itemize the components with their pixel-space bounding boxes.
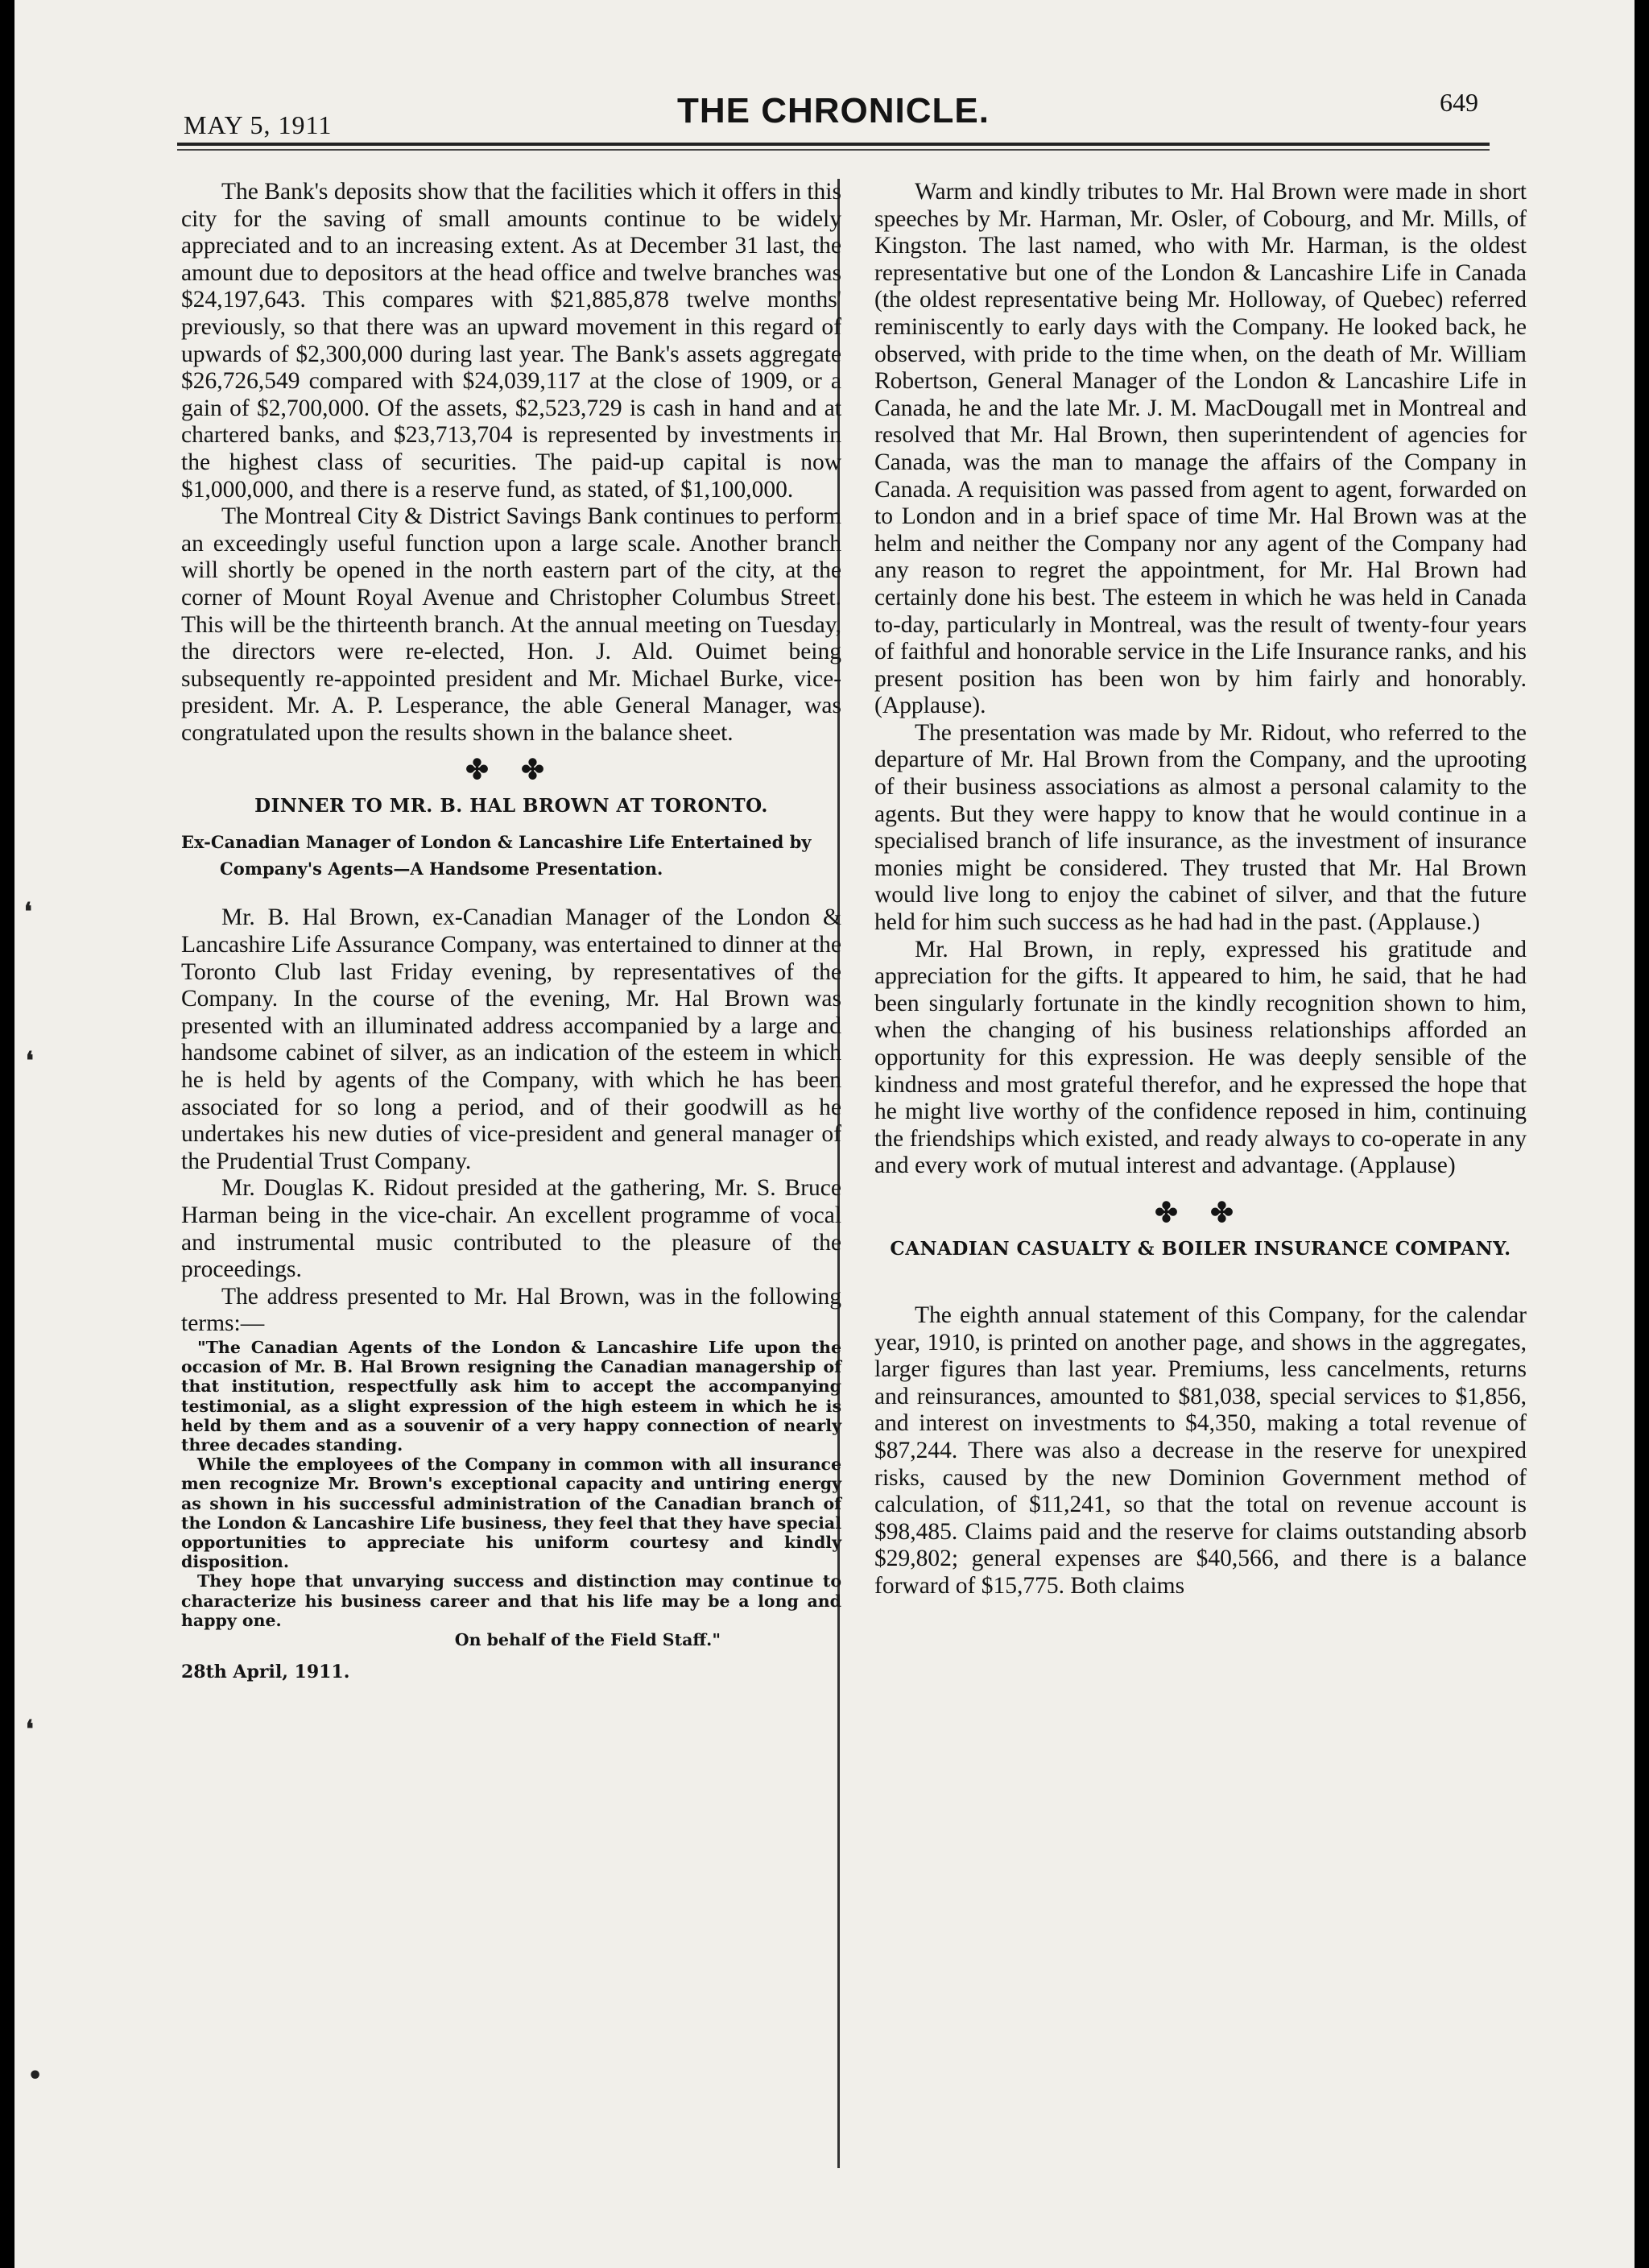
dinner-heading: DINNER TO MR. B. HAL BROWN AT TORONTO. [254,795,768,817]
page-number: 649 [1440,88,1478,117]
casualty-statement-paragraph: The eighth annual statement of this Company, for the calendar year, 1910, is printed on another page, and shows in the aggregates, larger figures than last year. Premiums, less cancelments, returns and reinsurances, amounted to $81,038, special services to $1,856, and interest on investments to $4,350, making a total revenue of $87,244. There was also a decrease in the reserve for unexpired risks, caused by the new Dominion Government method of calculation, of $11,241, so that the total on revenue account is $98,485. Claims paid and the reserve for claims outstanding absorb $29,802; general expenses are $40,566, and there is a balance forward of $15,775. Both claims [874,1302,1527,1599]
bank-deposits-paragraph: The Bank's deposits show that the facilities which it offers in this city for the saving of small amounts continue to be widely appreciated and to an increasing extent. As at December 31 last, the amount due to depositors at the head office and twelve branches was $24,197,643. This compares with $21,885,878 twelve months' previously, so that there was an upward movement in this regard of upwards of $2,300,000 during last year. The Bank's assets aggregate $26,726,549 compared with $24,039,117 at the close of 1909, or a gain of $2,700,000. Of the assets, $2,523,729 is cash in hand and at chartered banks, and $23,713,704 is represented by investments in the highest class of securities. The paid-up capital is now $1,000,000, and there is a reserve fund, as stated, of $1,100,000. [181,179,841,503]
presentation-paragraph: The presentation was made by Mr. Ridout, who referred to the departure of Mr. Hal Brown from the Company, and the uprooting of their business associations as almost a personal calamity to the agents. But they were happy to know that he would continue in a specialised branch of life insurance, as the investment of insurance monies might be considered. They trusted that Mr. Hal Brown would live long to enjoy the cabinet of silver, and that the future held for him such success as he had had in the past. (Applause.) [874,719,1527,936]
newspaper-page [14,0,1635,2268]
address-paragraph: "The Canadian Agents of the London & Lancashire Life upon the occasion of Mr. B. Hal Brown resigning the Canadian managership of that institution, respectfully ask him to accept the accompanying testimonial, as a slight expression of the high esteem in which he is held by them and as a souvenir of a very happy connection of nearly three decades standing. [181,1337,841,1455]
issue-date: MAY 5, 1911 [184,110,333,139]
header-rule [177,143,1490,151]
margin-mark: ❛ [26,1715,34,1744]
dinner-paragraph: Mr. B. Hal Brown, ex-Canadian Manager of the London & Lancashire Life Assurance Company, was entertained to dinner at the Toronto Club last Friday evening, by representatives of the Company. In the course of the evening, Mr. Hal Brown was presented with an illuminated address accompanied by a large and handsome cabinet of silver, as an indication of the esteem in which he is held by agents of the Company, with which he has been associated for so long a period, and of their goodwill as he undertakes his new duties of vice-president and general manager of the Prudential Trust Company. [181,904,841,1174]
savings-bank-paragraph: The Montreal City & District Savings Bank continues to perform an exceedingly useful function upon a large scale. Another branch will shortly be opened in the north eastern part of the city, at the corner of Mount Royal Avenue and Christopher Columbus Street. This will be the thirteenth branch. At the annual meeting on Tuesday, the directors were re-elected, Hon. J. Ald. Ouimet being subsequently re-appointed president and Mr. Michael Burke, vice-president. Mr. A. P. Lesperance, the able General Manager, was congratulated upon the results shown in the balance sheet. [181,503,841,746]
page-header [161,77,1506,141]
publication-title: THE CHRONICLE. [677,91,990,130]
margin-mark: ❛ [24,898,32,926]
margin-mark: • [27,2062,43,2090]
casualty-heading: CANADIAN CASUALTY & BOILER INSURANCE COMPANY. [890,1237,1511,1260]
margin-mark: ❛ [26,1047,34,1075]
right-column [874,179,1527,1600]
reply-paragraph: Mr. Hal Brown, in reply, expressed his gratitude and appreciation for the gifts. It appeared to him, he said, that he had been singularly fortunate in the kindly recognition shown to him, when the changing of his business relationships afforded an opportunity for this expression. He was deeply sensible of the kindness and most grateful therefor, and he expressed the hope that he might live worthy of the confidence reposed in him, continuing the friendships which existed, and ready always to co-operate in any and every work of mutual interest and advantage. (Applause) [874,936,1527,1179]
address-intro-paragraph: The address presented to Mr. Hal Brown, was in the following terms:— [181,1283,841,1337]
address-dateline: 28th April, 1911. [181,1662,350,1683]
dinner-subheading: Ex-Canadian Manager of London & Lancashire Life Entertained by Company's Agents—A Handsome Presentation. [181,832,812,879]
ridout-presided-paragraph: Mr. Douglas K. Ridout presided at the gathering, Mr. S. Bruce Harman being in the vice-chair. An excellent programme of vocal and instrumental music contributed to the pleasure of the proceedings. [181,1175,841,1283]
section-ornament: ✤ ✤ [465,755,557,786]
section-ornament: ✤ ✤ [1155,1198,1246,1228]
address-signature: On behalf of the Field Staff." [454,1630,721,1650]
left-column [181,179,841,1688]
address-text [181,1338,841,1630]
address-paragraph: They hope that unvarying success and distinction may continue to characterize his business career and that his life may be a long and happy one. [181,1571,841,1630]
tributes-paragraph: Warm and kindly tributes to Mr. Hal Brown were made in short speeches by Mr. Harman, Mr. Osler, of Cobourg, and Mr. Mills, of Kingston. The last named, who with Mr. Harman, is the oldest representative but one of the London & Lancashire Life in Canada (the oldest representative being Mr. Holloway, of Quebec) referred reminiscently to early days with the Company. He looked back, he observed, with pride to the time when, on the death of Mr. William Robertson, General Manager of the London & Lancashire Life in Canada, he and the late Mr. J. M. MacDougall met in Montreal and resolved that Mr. Hal Brown, then superintendent of agencies for Canada, was the man to manage the affairs of the Company in Canada. A requisition was passed from agent to agent, forwarded on to London and in a brief space of time Mr. Hal Brown was at the helm and neither the Company nor any agent of the Company had any reason to regret the appointment, for Mr. Hal Brown had certainly done his best. The esteem in which he was held in Canada to-day, particularly in Montreal, was the result of twenty-four years of faithful and honorable service in the Life Insurance ranks, and his present position has been won by him fairly and honorably. (Applause). [874,179,1527,719]
address-paragraph: While the employees of the Company in common with all insurance men recognize Mr. Brown's exceptional capacity and untiring energy as shown in his successful administration of the Canadian branch of the London & Lancashire Life business, they feel that they have special opportunities to appreciate his uniform courtesy and kindly disposition. [181,1455,841,1572]
